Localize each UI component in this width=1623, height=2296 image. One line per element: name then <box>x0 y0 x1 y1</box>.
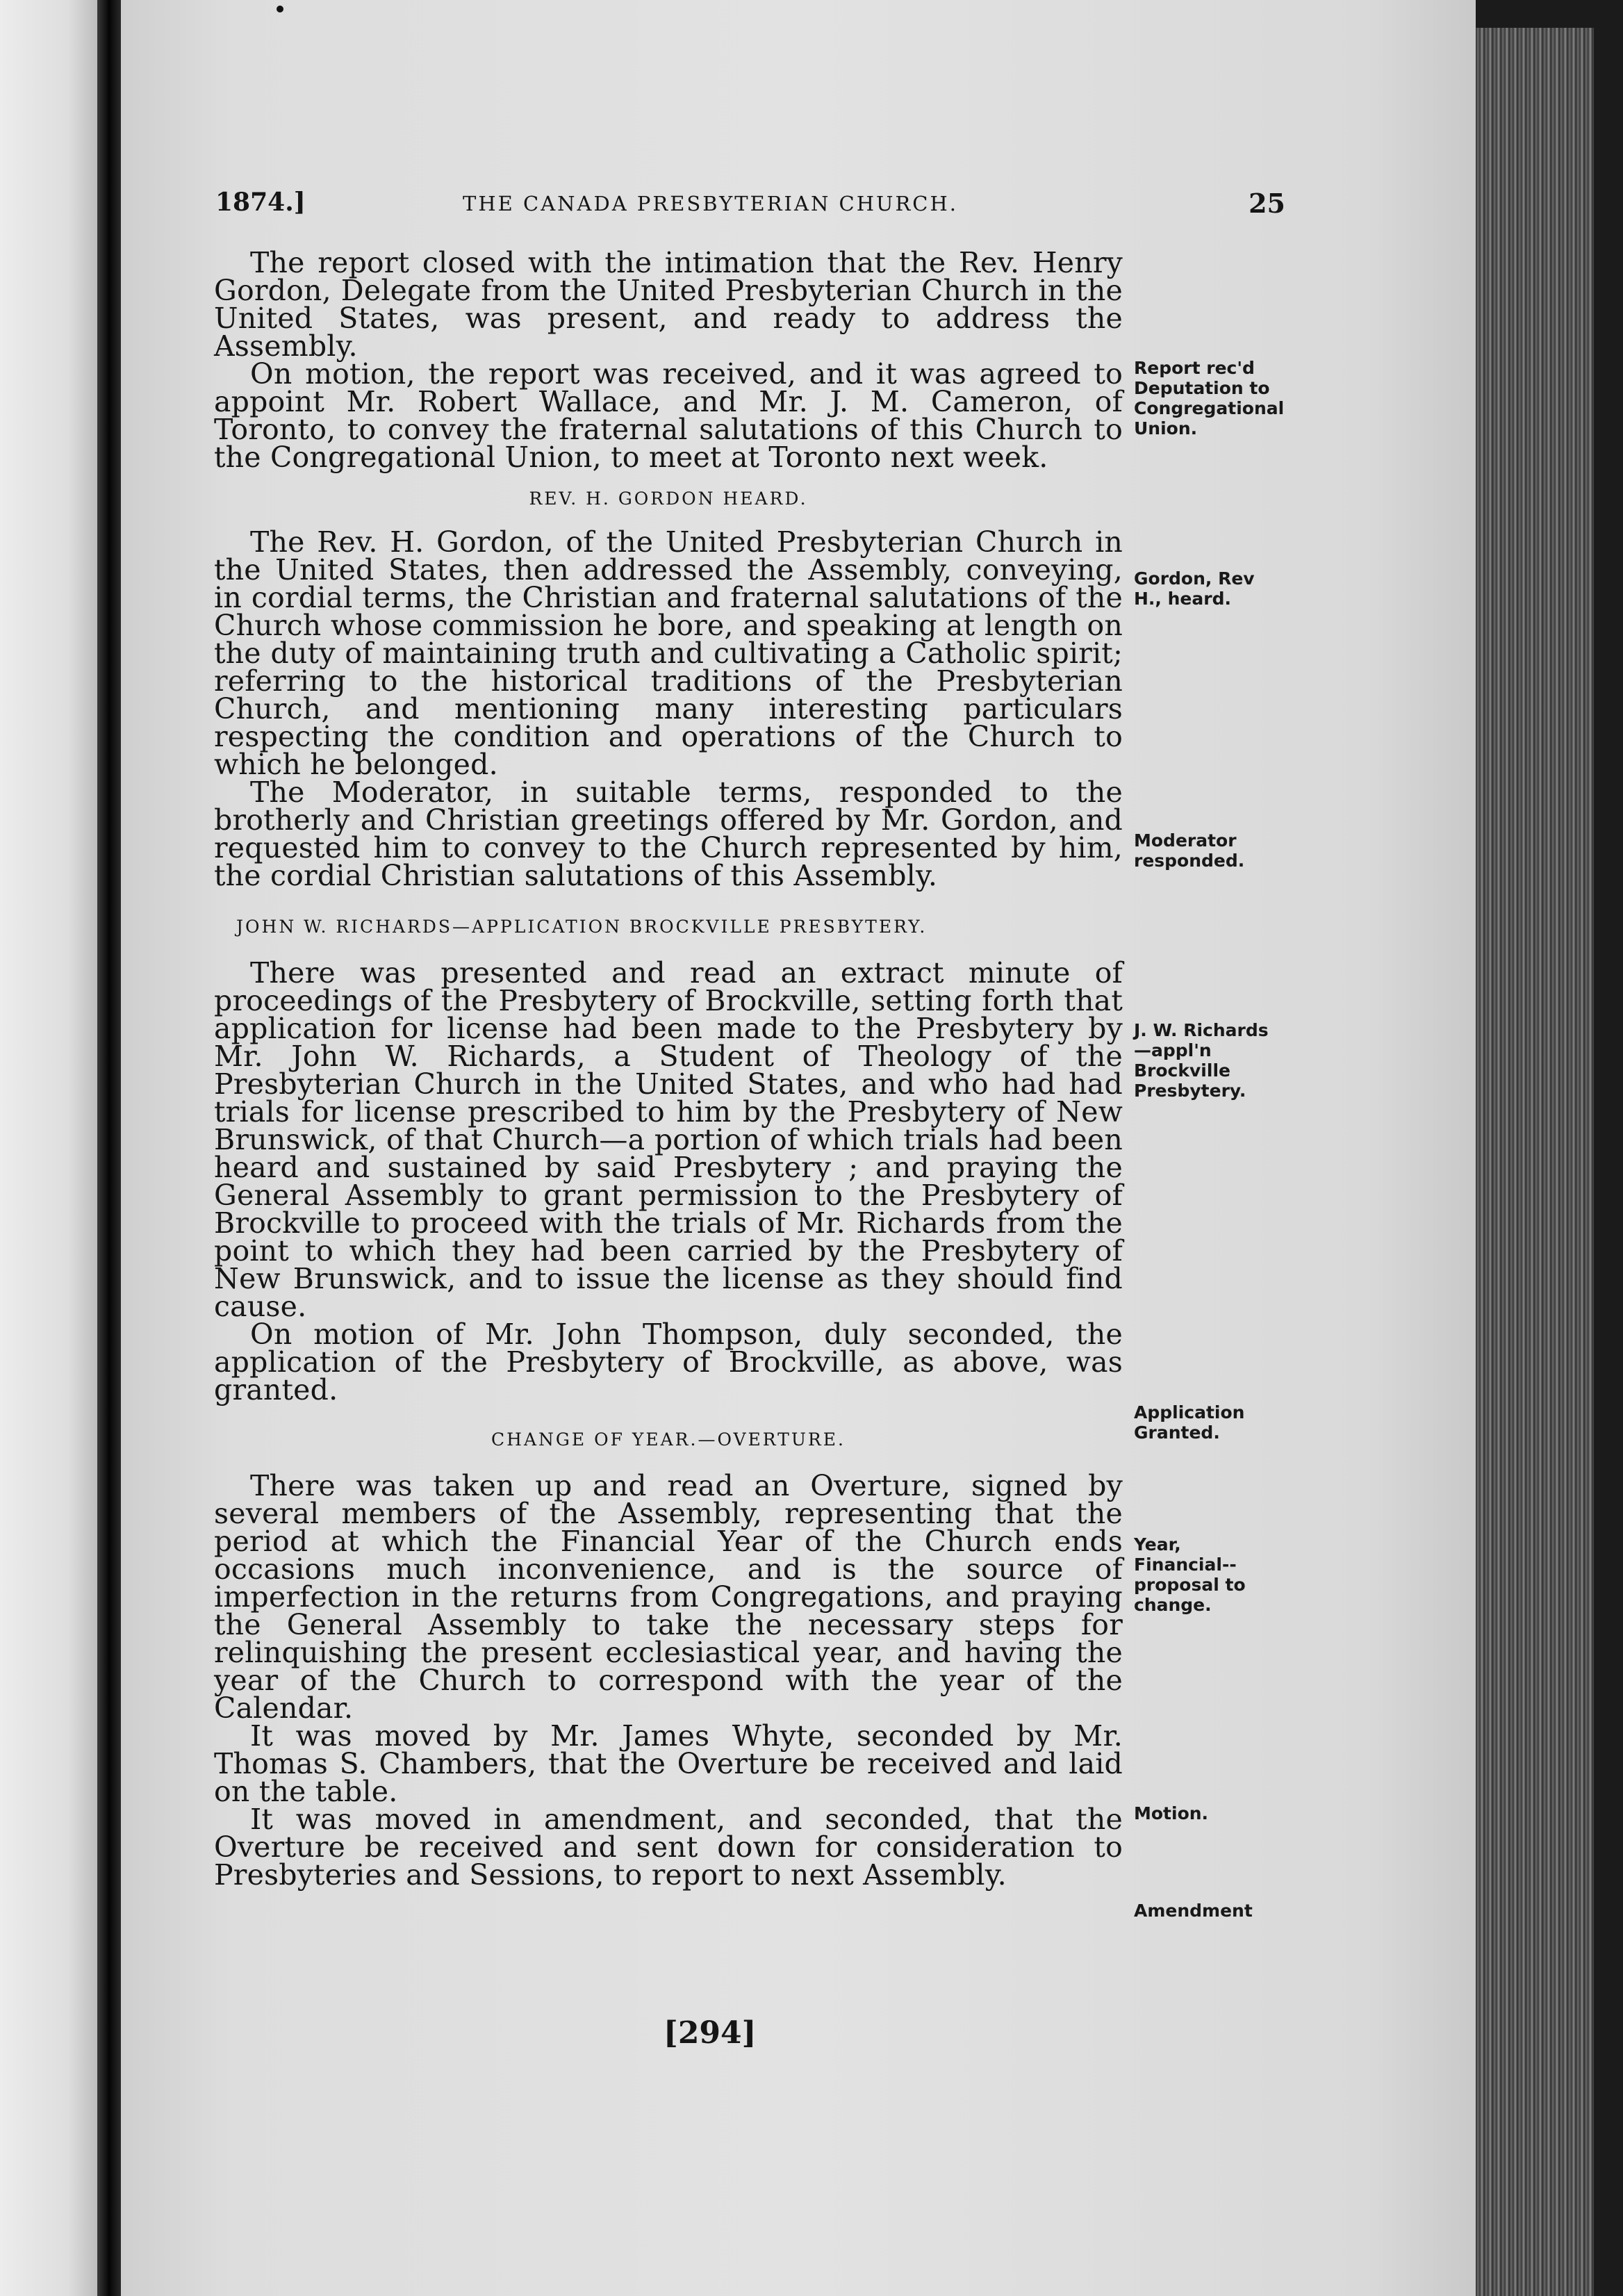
book-gutter <box>97 0 121 2296</box>
paragraph-moderator: The Moderator, in suitable terms, responded to the brotherly and Christian greetings offered by Mr. Gordon, and requested him to convey to the Church represented by him, the cordial Christian salutations of this Assembly. <box>214 776 1123 892</box>
paragraph-gordon-address: The Rev. H. Gordon, of the United Presbyterian Church in the United States, then addressed the Assembly, conveying, in cordial terms, the Christian and fraternal salutations of the Church whose commission he bore, and speaking at length on the duty of maintaining truth and cultivating a Catholic spirit; referring to the historical traditions of the Presbyterian Church, and mentioning many interesting particulars respecting the condition and operations of the Church to which he belonged. <box>214 525 1123 781</box>
footer-code: [294] <box>664 2015 757 2051</box>
paragraph-report-received: On motion, the report was received, and it was agreed to appoint Mr. Robert Wallace, and Mr. J. M. Cameron, of Toronto, to convey the fraternal salutations of this Church to the Congregational Union, to meet at Toronto next week. <box>214 357 1123 474</box>
margin-note-gordon: Gordon, Rev H., heard. <box>1134 568 1255 609</box>
margin-note-year: Year, Financial--proposal to change. <box>1134 1534 1246 1615</box>
paragraph-application-granted: On motion of Mr. John Thompson, duly seconded, the application of the Presbytery of Brockville, as above, was granted. <box>214 1318 1123 1407</box>
main-text <box>214 243 1123 1892</box>
running-header <box>215 188 1285 229</box>
paragraph-report-closed: The report closed with the intimation that the Rev. Henry Gordon, Delegate from the United Presbyterian Church in the United States, was present, and ready to address the Assembly. <box>214 246 1123 363</box>
margin-note-granted: Application Granted. <box>1134 1402 1245 1443</box>
paragraph-amendment: It was moved in amendment, and seconded, that the Overture be received and sent down for consideration to Presbyteries and Sessions, to report to next Assembly. <box>214 1803 1123 1892</box>
header-year: 1874.] <box>215 188 306 217</box>
header-title: THE CANADA PRESBYTERIAN CHURCH. <box>463 192 959 215</box>
margin-note-motion: Motion. <box>1134 1803 1209 1823</box>
margin-note-amendment: Amendment <box>1134 1901 1253 1921</box>
section-heading-richards: JOHN W. RICHARDS—APPLICATION BROCKVILLE PRESBYTERY. <box>236 917 928 937</box>
section-heading-change-of-year: CHANGE OF YEAR.—OVERTURE. <box>491 1429 846 1450</box>
paragraph-richards-application: There was presented and read an extract minute of proceedings of the Presbytery of Brockville, setting forth that application for license had been made to the Presbytery by Mr. John W. Richards, a Student of Theology of the Presbyterian Church in the United States, and who had had trials for license prescribed to him by the Presbytery of New Brunswick, of that Church—a portion of which trials had been heard and sustained by said Presbytery ; and praying the General Assembly to grant permission to the Presbytery of Brockville to proceed with the trials of Mr. Richards from the point to which they had been carried by the Presbytery of New Brunswick, and to issue the license as they should find cause. <box>214 956 1123 1323</box>
margin-note-richards: J. W. Richards—appl'n Brockville Presbytery. <box>1134 1020 1269 1101</box>
section-heading-gordon: REV. H. GORDON HEARD. <box>529 489 808 509</box>
page-stack-edge <box>1476 28 1594 2296</box>
page-number: 25 <box>1249 188 1285 219</box>
margin-note-moderator: Moderator responded. <box>1134 830 1245 871</box>
margin-note-report: Report rec'd Deputation to Congregational Union. <box>1134 358 1285 438</box>
paragraph-motion: It was moved by Mr. James Whyte, seconded by Mr. Thomas S. Chambers, that the Overture be received and laid on the table. <box>214 1719 1123 1808</box>
paragraph-overture: There was taken up and read an Overture, signed by several members of the Assembly, representing that the period at which the Financial Year of the Church ends occasions much inconvenience, and is the source of imperfection in the returns from Congregations, and praying the General Assembly to take the necessary steps for relinquishing the present ecclesiastical year, and having the year of the Church to correspond with the year of the Calendar. <box>214 1469 1123 1725</box>
dust-speck <box>277 6 283 13</box>
adjacent-page-edge <box>0 0 97 2296</box>
